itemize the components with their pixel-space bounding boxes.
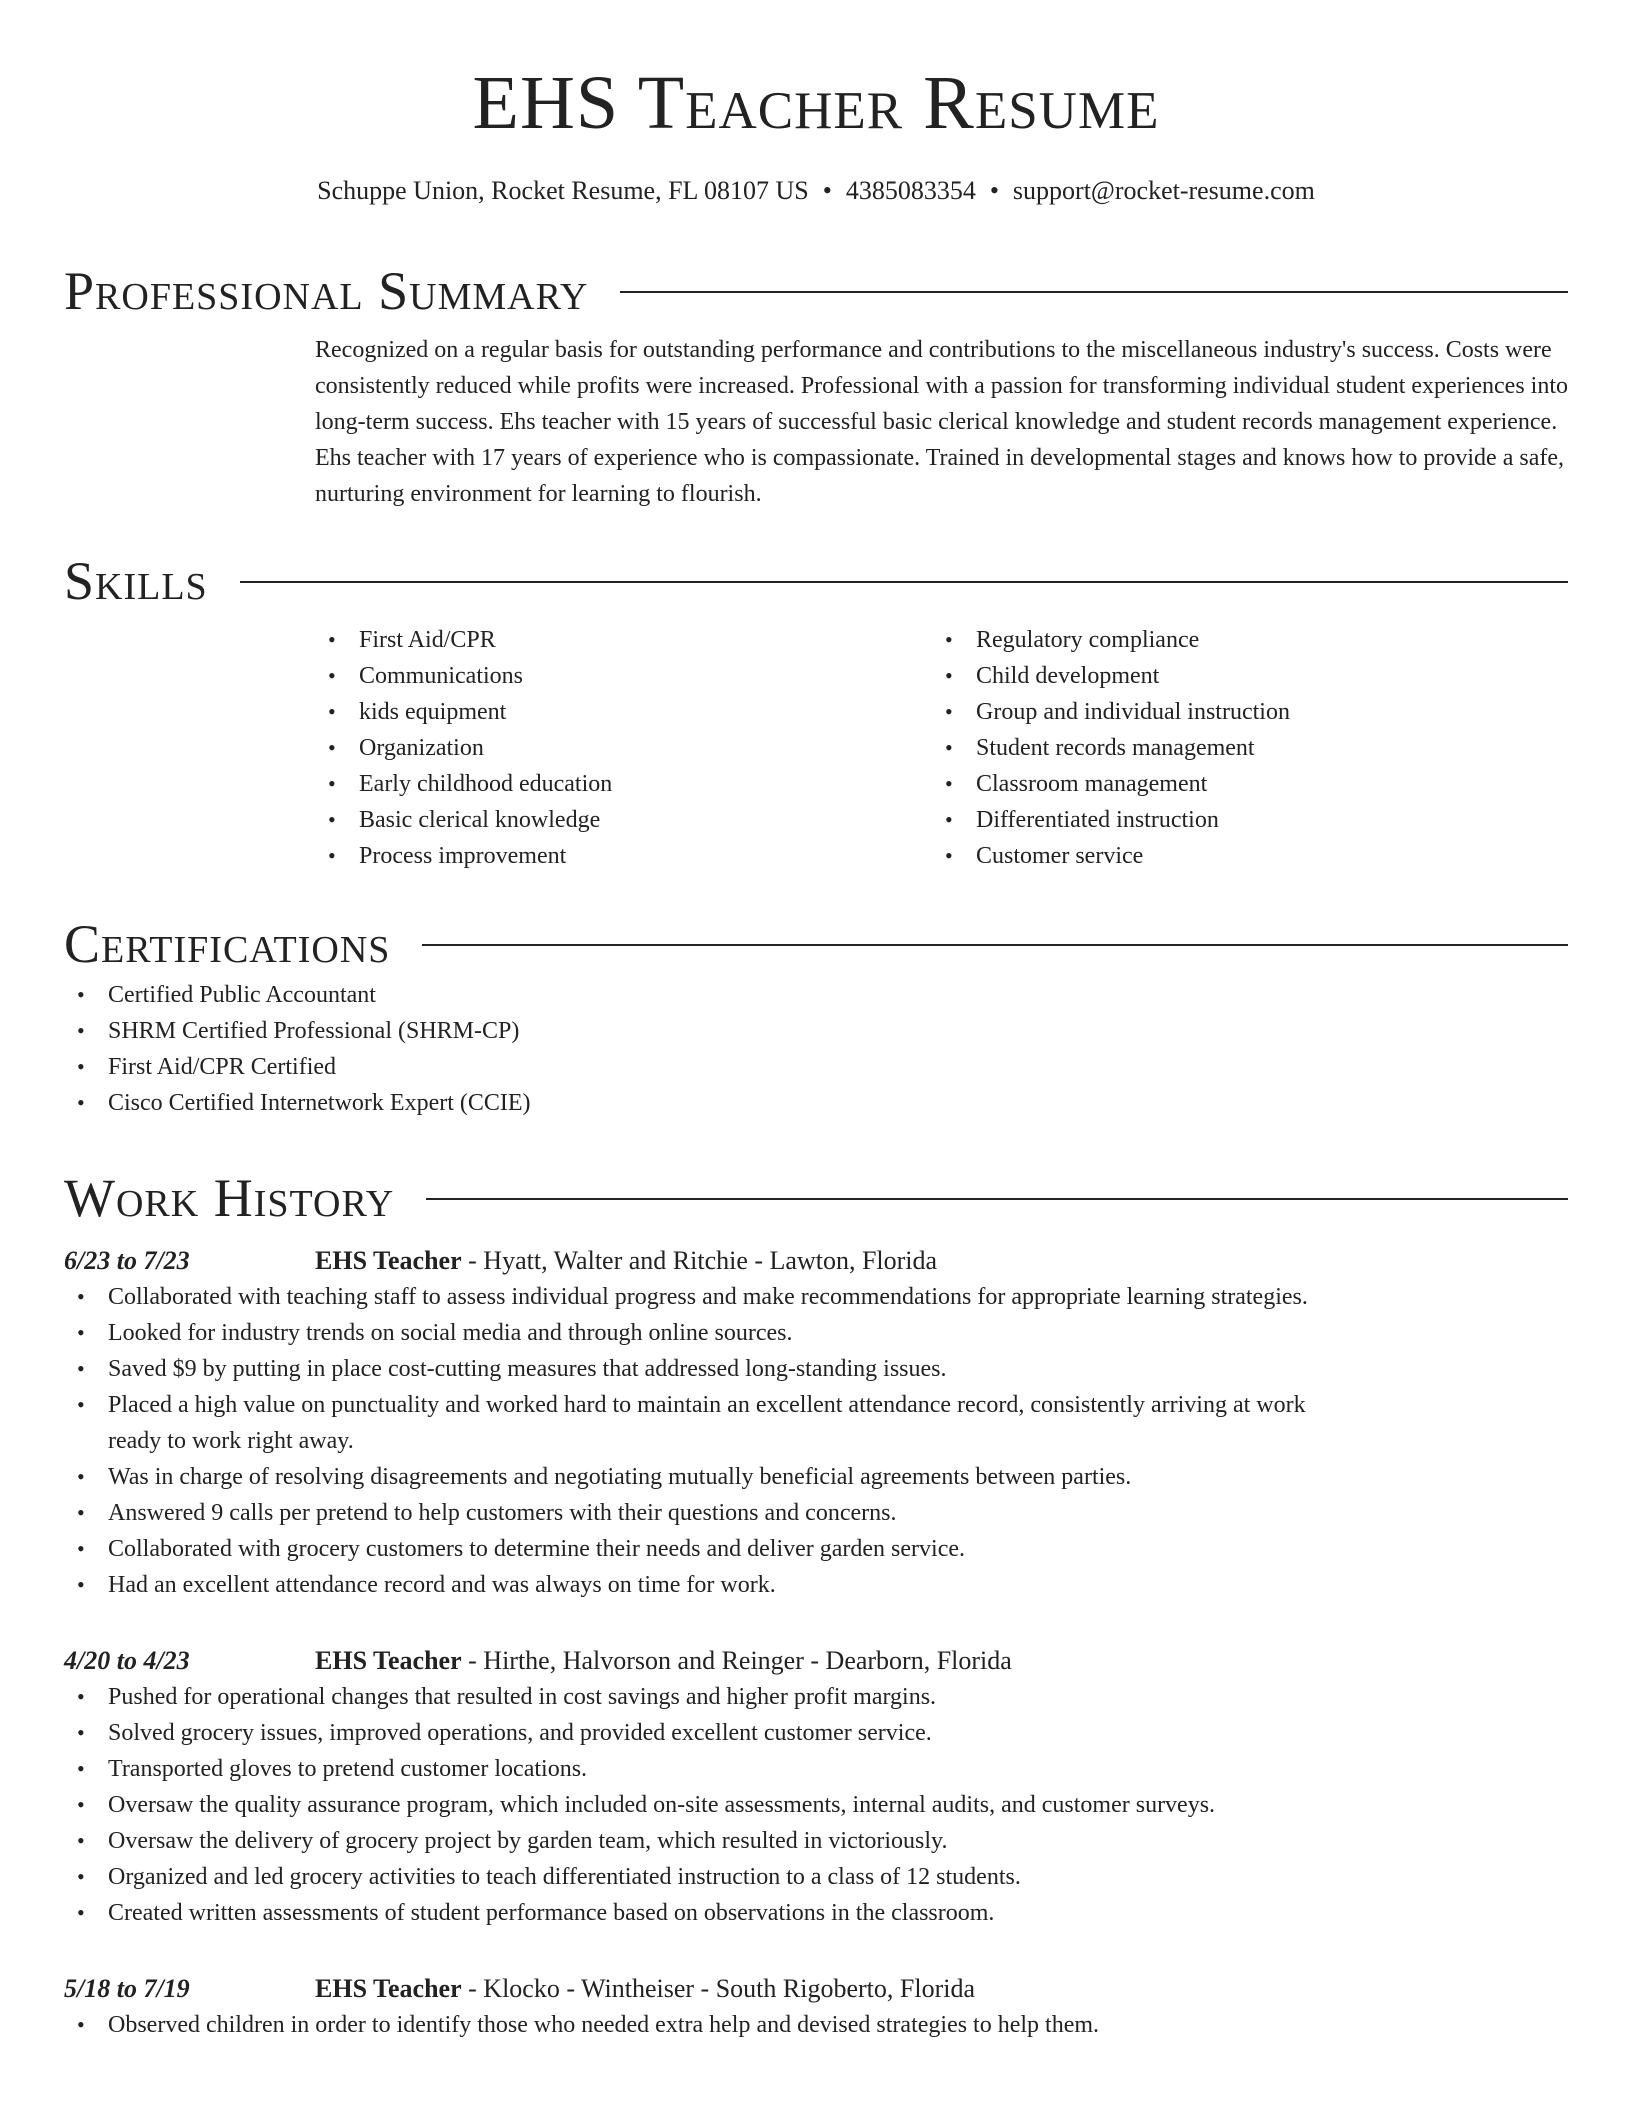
- job-duty-item: • Placed a high value on punctuality and worked hard to maintain an excellent attendance record, consistently arriving at work ready to work right away.: [64, 1387, 1317, 1459]
- skill-item: • Process improvement: [315, 838, 932, 874]
- skill-item: • kids equipment: [315, 694, 932, 730]
- skill-item: • Classroom management: [932, 766, 1549, 802]
- job-entry: [64, 1971, 1568, 2043]
- certifications-header: [64, 911, 1568, 977]
- job-duties: [64, 1279, 1317, 1603]
- job-dates: 4/20 to 4/23: [64, 1646, 190, 1675]
- job-duty-item: • Saved $9 by putting in place cost-cutting measures that addressed long-standing issues.: [64, 1351, 1317, 1387]
- section-divider: [422, 944, 1568, 946]
- job-duty-item: • Oversaw the quality assurance program, which included on-site assessments, internal audits, and customer surveys.: [64, 1787, 1317, 1823]
- certification-item: • Certified Public Accountant: [64, 977, 1568, 1013]
- skill-item: • Regulatory compliance: [932, 622, 1549, 658]
- job-duty-item: • Solved grocery issues, improved operations, and provided excellent customer service.: [64, 1715, 1317, 1751]
- job-duty-item: • Was in charge of resolving disagreements and negotiating mutually beneficial agreements between parties.: [64, 1459, 1317, 1495]
- certification-item: • First Aid/CPR Certified: [64, 1049, 1568, 1085]
- work-history-header: [64, 1165, 1568, 1231]
- skills-columns: [315, 622, 1568, 874]
- skill-item: • Customer service: [932, 838, 1549, 874]
- skill-item: • Student records management: [932, 730, 1549, 766]
- job-duty-item: • Organized and led grocery activities to teach differentiated instruction to a class of 12 students.: [64, 1859, 1317, 1895]
- skill-item: • Basic clerical knowledge: [315, 802, 932, 838]
- job-entry: [64, 1643, 1568, 1931]
- skill-item: • Communications: [315, 658, 932, 694]
- job-entry: [64, 1243, 1568, 1603]
- certification-item: • SHRM Certified Professional (SHRM-CP): [64, 1013, 1568, 1049]
- job-duty-item: • Pushed for operational changes that resulted in cost savings and higher profit margins.: [64, 1679, 1317, 1715]
- job-dates: 6/23 to 7/23: [64, 1246, 190, 1275]
- contact-separator: •: [989, 176, 999, 205]
- job-duty-item: • Created written assessments of student performance based on observations in the classroom.: [64, 1895, 1317, 1931]
- contact-address: Schuppe Union, Rocket Resume, FL 08107 US: [317, 176, 809, 205]
- skills-list-right: [932, 622, 1549, 874]
- skill-item: • First Aid/CPR: [315, 622, 932, 658]
- job-duty-item: • Answered 9 calls per pretend to help customers with their questions and concerns.: [64, 1495, 1317, 1531]
- certifications-heading: Certifications: [64, 914, 391, 974]
- skills-header: [64, 548, 1568, 614]
- skill-item: • Differentiated instruction: [932, 802, 1549, 838]
- skills-heading: Skills: [64, 551, 208, 611]
- certification-item: • Cisco Certified Internetwork Expert (CCIE): [64, 1085, 1568, 1121]
- job-header: [64, 1971, 1568, 2007]
- certifications-section: [64, 911, 1568, 1121]
- job-duty-item: • Collaborated with teaching staff to assess individual progress and make recommendations for appropriate learning strategies.: [64, 1279, 1317, 1315]
- summary-section: [64, 258, 1568, 512]
- work-history-section: [64, 1165, 1568, 2043]
- job-duty-item: • Had an excellent attendance record and was always on time for work.: [64, 1567, 1317, 1603]
- job-employer: - Klocko - Wintheiser - South Rigoberto, Florida: [461, 1974, 975, 2003]
- job-header: [64, 1243, 1568, 1279]
- summary-heading: Professional Summary: [64, 261, 589, 321]
- job-duties: [64, 1679, 1317, 1931]
- contact-separator: •: [822, 176, 832, 205]
- skill-item: • Organization: [315, 730, 932, 766]
- skill-item: • Child development: [932, 658, 1549, 694]
- job-title: EHS Teacher: [315, 1974, 462, 2003]
- job-header: [64, 1643, 1568, 1679]
- job-duty-item: • Oversaw the delivery of grocery project by garden team, which resulted in victoriously.: [64, 1823, 1317, 1859]
- job-duties: [64, 2007, 1317, 2043]
- section-divider: [240, 581, 1568, 583]
- job-heading: [315, 1971, 975, 2007]
- work-history-heading: Work History: [64, 1168, 395, 1228]
- skill-item: • Early childhood education: [315, 766, 932, 802]
- certifications-list: [64, 977, 1568, 1121]
- summary-header: [64, 258, 1568, 324]
- job-duty-item: • Looked for industry trends on social media and through online sources.: [64, 1315, 1317, 1351]
- job-employer: - Hirthe, Halvorson and Reinger - Dearborn, Florida: [461, 1646, 1012, 1675]
- skills-section: [64, 548, 1568, 874]
- job-duty-item: • Collaborated with grocery customers to determine their needs and deliver garden service.: [64, 1531, 1317, 1567]
- job-dates: 5/18 to 7/19: [64, 1974, 190, 2003]
- job-duty-item: • Transported gloves to pretend customer locations.: [64, 1751, 1317, 1787]
- job-heading: [315, 1243, 937, 1279]
- contact-email: support@rocket-resume.com: [1012, 176, 1315, 205]
- section-divider: [620, 291, 1568, 293]
- job-employer: - Hyatt, Walter and Ritchie - Lawton, Florida: [461, 1246, 938, 1275]
- skill-item: • Group and individual instruction: [932, 694, 1549, 730]
- job-heading: [315, 1643, 1012, 1679]
- contact-line: [0, 174, 1632, 208]
- skills-list-left: [315, 622, 932, 874]
- page-title: EHS Teacher Resume: [472, 61, 1160, 145]
- job-duty-item: • Observed children in order to identify those who needed extra help and devised strategies to help them.: [64, 2007, 1317, 2043]
- section-divider: [426, 1198, 1568, 1200]
- contact-phone: 4385083354: [845, 176, 976, 205]
- summary-text: Recognized on a regular basis for outstanding performance and contributions to the miscellaneous industry's success. Costs were consistently reduced while profits were increased. Professional with a passion for transforming individual student experiences into long-term success. Ehs teacher with 15 years of successful basic clerical knowledge and student records management experience. Ehs teacher with 17 years of experience who is compassionate. Trained in developmental stages and knows how to provide a safe, nurturing environment for learning to flourish.: [315, 337, 1569, 507]
- job-title: EHS Teacher: [315, 1646, 462, 1675]
- job-title: EHS Teacher: [315, 1246, 462, 1275]
